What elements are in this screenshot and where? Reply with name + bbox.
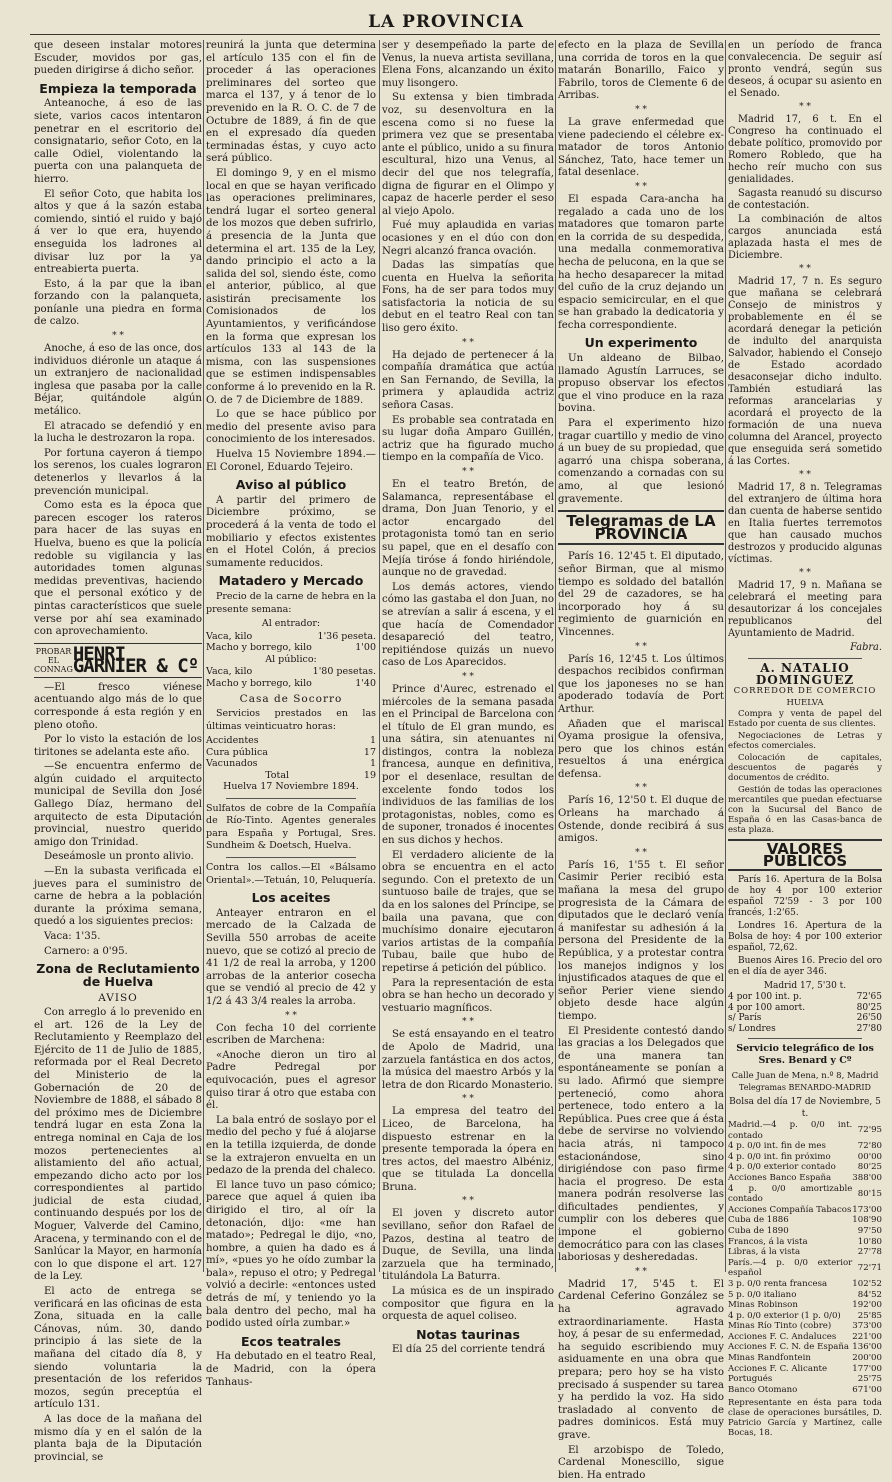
label-al-entrador: Al entrador: xyxy=(261,618,321,630)
paragraph: Anteayer entraron en el mercado de la Calzada de Sevilla 550 arrobas de aceite nuevo, que se cotizó al precio de 41 1/2 de real la arroba, y 1200 arrobas de la anterior cosecha que se vendió al precio de 42 y 1/2 á 43 3/4 reales la arroba. xyxy=(206,907,376,1007)
bank-address: Calle Juan de Mena, n.º 8, Madrid xyxy=(731,1071,879,1081)
paragraph: Precio de la carne de hebra en la presente semana: xyxy=(206,590,376,615)
table-row xyxy=(728,1152,882,1163)
table-cell: Vaca, kilo xyxy=(206,666,253,678)
table-row xyxy=(206,770,376,782)
headline-temporada: Empieza la temporada xyxy=(39,80,197,96)
label-al-publico: Al público: xyxy=(265,653,317,665)
headline-matadero: Matadero y Mercado xyxy=(218,573,364,589)
garnier-advert xyxy=(34,643,202,678)
column-divider xyxy=(203,40,204,1272)
table-row xyxy=(728,1258,882,1279)
paragraph: reunirá la junta que determina el artículo 135 con el fin de proceder á las operaciones preliminares del sorteo que marca el 137, y á tenor de lo prevenido en la R. O. C. de 7 de Octubre de 1889, á fin de que en el expresado día queden terminadas éstas, y cuyo acto será público. xyxy=(206,40,376,165)
table-cell: Cuba de 1890 xyxy=(728,1225,789,1236)
paragraph: A las doce de la mañana del mismo día y en el salón de la planta baja de la Diputación provincial, se xyxy=(34,1413,202,1463)
table-cell: 1'40 xyxy=(355,677,376,689)
column-divider xyxy=(725,40,726,1272)
paragraph: Madrid 17, 9 n. Mañana se celebrará el meeting para desautorizar á los concejales republicanos del Ayuntamiento de Madrid. xyxy=(728,580,882,639)
paragraph: Vaca: 1'35. xyxy=(44,931,101,942)
paragraph: Londres 16. Apertura de la Bolsa de hoy: 4 por 100 exterior español, 72,62. xyxy=(728,921,882,953)
paragraph: ser y desempeñado la parte de Venus, la nueva artista sevillana, Elena Fons, alcanzando un éxito muy lisongero. xyxy=(382,40,554,89)
paragraph: Anteanoche, á eso de las siete, varios cacos intentaron penetrar en el escritorio del consignatario, señor Coto, en la calle Odiel, violentando la puerta con una palanqueta de hierro. xyxy=(34,98,202,185)
table-cell: 3 p. 0/0 renta francesa xyxy=(728,1278,828,1289)
table-row xyxy=(728,1385,882,1396)
paragraph: Los demás actores, viendo cómo las gastaba el don Juan, no se atrevían a salir á escena, y el que hacía de Comendador desapareció del teatro, repitiéndose quizás un nuevo caso de Los Aparecidos. xyxy=(382,581,554,669)
table-row xyxy=(728,1120,882,1141)
paragraph: Esto, á la par que la iban forzando con la palanqueta, poníanle una piedra en forma de calzo. xyxy=(34,278,202,328)
subheadline-aviso: AVISO xyxy=(98,992,138,1005)
dominguez-advert xyxy=(728,663,882,709)
table-cell: 108'90 xyxy=(852,1215,882,1226)
table-cell: 4 p. 0/0 int. fin de mes xyxy=(728,1141,826,1152)
paragraph: Fué muy aplaudida en varias ocasiones y en el dúo con don Negri alcanzó franca ovación. xyxy=(382,220,554,257)
table-row xyxy=(728,992,882,1003)
masthead-rule xyxy=(30,34,880,35)
table-cell: Vaca, kilo xyxy=(206,630,253,642)
bolsa-header: Bolsa del día 17 de Noviembre, 5 t. xyxy=(729,1097,881,1119)
paragraph: Su extensa y bien timbrada voz, su desenvoltura en la escena como si no fuese la primera vez que se presentaba ante el público, unido a su finura escultural, hizo una Venus, al decir del que nos telegrafía, digna de figurar en el Olimpo y capaz de hacerle perder el seso al viejo Apolo. xyxy=(382,92,554,217)
table-cell: 27'80 xyxy=(856,1023,882,1034)
asterism: * * xyxy=(799,568,811,578)
table-row xyxy=(728,1173,882,1184)
table-cell: Minas Randfontein xyxy=(728,1353,811,1364)
paragraph: París 16, 1'55 t. El señor Casimir Perier recibió esta mañana la mesa del grupo progresista de la Cámara de diputados que le declaró venía á manifestar su adhesión á la persona del Presidente de la República, y a protestar contra los manejos indignos y los injustificados ataques de que el señor Perier viene siendo objeto desde hace algún tiempo. xyxy=(558,859,724,1022)
table-cell: 173'00 xyxy=(852,1204,882,1215)
paragraph: París 16, 12'50 t. El duque de Orleans ha marchado á Ostende, donde recibirá á sus amigos. xyxy=(558,795,724,845)
advert-line: Compra y venta de papel del Estado por cuenta de sus clientes. xyxy=(728,709,882,729)
paragraph: El acto de entrega se verificará en las oficinas de esta Zona, situada en la calle Cánovas, núm. 30, dando principio á las siete de la mañana del citado día 8, y siendo voluntaria la presentación de los referidos mozos, según preceptúa el artículo 131. xyxy=(34,1286,202,1411)
table-cell: 4 p. 0/0 amortizable contado xyxy=(728,1183,853,1205)
paragraph: efecto en la plaza de Sevilla una corrida de toros en la que matarán Bonarillo, Faico y Fabrilo, toros de Clemente 6 de Arribas. xyxy=(558,40,724,102)
column-3 xyxy=(382,40,554,1356)
table-cell: 4 por 100 int. p. xyxy=(728,992,802,1002)
paragraph: Carnero: a 0'95. xyxy=(44,945,128,957)
table-cell: Madrid.—4 p. 0/0 int. contado xyxy=(728,1120,853,1141)
table-cell: 72'80 xyxy=(857,1141,882,1152)
table-row xyxy=(728,1237,882,1248)
asterism: * * xyxy=(635,104,647,115)
table-row xyxy=(728,1353,882,1364)
paragraph: —El fresco viénese acentuando algo más de lo que corresponde á esta región y en pleno otoño. xyxy=(34,681,202,731)
table-cell: 136'00 xyxy=(852,1342,882,1353)
madrid-quote-header: Madrid 17, 5'30 t. xyxy=(763,981,847,991)
paragraph: «Anoche dieron un tiro al Padre Pedregal por equivocación, pues el agresor quiso tirar á otro que estaba con él. xyxy=(206,1049,376,1112)
table-row xyxy=(728,1311,882,1322)
paragraph: Con fecha 10 del corriente escriben de Marchena: xyxy=(206,1022,376,1047)
paragraph: Madrid 17, 6 t. En el Congreso ha continuado el debate político, promovido por Romero Robledo, que ha hecho reír mucho con sus genialidades. xyxy=(728,114,882,185)
paragraph: El lance tuvo un paso cómico; parece que aquel á quien iba dirigido el tiro, al oír la detonación, dijo: «me han matado»; Pedregal le dijo, «no, hombre, a quien ha dado es á mí», «pues yo he oído zumbar la bala», repuso el otro; y Pedregal volvió a decirle: «entonces usted detrás de mí, y teniendo yo la bala dentro del pecho, mal ha podido usted oírla zumbar.» xyxy=(206,1179,376,1330)
table-cell: 1'80 pesetas. xyxy=(312,666,376,678)
paragraph: El señor Coto, que habita los altos y que á la sazón estaba comiendo, sintió el ruido y bajó á ver lo que era, huyendo enseguida los ladrones al divisar luz por la ya entreabierta puerta. xyxy=(34,188,202,276)
asterism: * * xyxy=(799,264,811,274)
table-cell: 5 p. 0/0 italiano xyxy=(728,1289,797,1300)
headline-zona: Zona de Reclutamiento de Huelva xyxy=(36,961,200,989)
headline-taurinas: Notas taurinas xyxy=(416,1326,520,1342)
table-row xyxy=(728,1184,882,1205)
table-row xyxy=(206,735,376,747)
paragraph: Añaden que el mariscal Oyama prosigue la ofensiva, pero que los chinos están resueltos á una enérgica defensa. xyxy=(558,718,724,780)
table-cell: Vacunados xyxy=(206,758,258,770)
paragraph: La combinación de altos cargos anunciada está aplazada hasta el mes de Diciembre. xyxy=(728,214,882,261)
paragraph: El joven y discreto autor sevillano, señor don Rafael de Pazos, destina al teatro de Duque, de Sevilla, una linda zarzuela que ha terminado, titulándola La Baturra. xyxy=(382,1208,554,1283)
paragraph: Por lo visto la estación de los tiritones se adelanta este año. xyxy=(34,734,202,758)
column-5 xyxy=(728,40,882,1439)
sulfatos-notice: Sulfatos de cobre de la Compañía de Río-Tinto. Agentes generales para España y Portugal, Sres. Sundheim & Doetsch, Huelva. xyxy=(206,802,376,852)
paragraph: Lo que se hace público por medio del presente aviso para conocimiento de los interesados. xyxy=(206,409,376,446)
signature: Fabra. xyxy=(850,642,882,653)
asterism: * * xyxy=(799,470,811,480)
table-row xyxy=(728,1024,882,1035)
bank-title: Servicio telegráfico de los Sres. Benard y Cº xyxy=(736,1043,874,1066)
table-cell: Banco Otomano xyxy=(728,1384,798,1395)
paragraph: El día 25 del corriente tendrá xyxy=(392,1344,546,1356)
advert-brand-name: HENRI GARNIER & Cº xyxy=(72,642,199,678)
paragraph: Como esta es la época que parecen escoger los rateros para hacer de las suyas en Huelva, bueno es que la policía redoble su vigilancia y las autoridades tomen algunas medidas preventivas, haciendo que el personal exótico y de pintas característicos que suele verse por ahí sea examinado con aprovechamiento. xyxy=(34,500,202,638)
paragraph: Sagasta reanudó su discurso de contestación. xyxy=(728,188,882,211)
table-row xyxy=(728,1205,882,1216)
bank-telegram: Telegramas BENARDO-MADRID xyxy=(739,1083,871,1092)
paragraph: Anoche, á eso de las once, dos individuos diéronle un ataque á un extranjero de nacionalidad inglesa que pasaba por la calle Béjar, quitándole algún metálico. xyxy=(34,343,202,418)
table-cell: Portugués xyxy=(728,1374,773,1385)
asterism: * * xyxy=(635,641,647,652)
table-cell: 4 p. 0/0 exterior contado xyxy=(728,1162,836,1173)
paragraph: A partir del primero de Diciembre próximo, se procederá á la venta de todo el mobiliario y efectos existentes en el Hotel Colón, á precios sumamente reducidos. xyxy=(206,494,376,569)
table-row xyxy=(206,747,376,759)
paragraph: El espada Cara-ancha ha regalado a cada uno de los matadores que tomaron parte en la corrida de su despedida, una medalla conmemorativa hecha de pelucona, en la que se ha hecho desaparecer la mitad del cuño de la cruz dejando un espacio semicircular, en el que se han grabado la dedicatoria y fecha correspondiente. xyxy=(558,193,724,331)
paragraph: Dadas las simpatías que cuenta en Huelva la señorita Fons, ha de ser para todos muy satisfactoria la noticia de su debut en el teatro Real con tan liso gero éxito. xyxy=(382,260,554,335)
table-row xyxy=(728,1215,882,1226)
headline-telegramas: Telegramas de LA PROVINCIA xyxy=(558,510,724,545)
paragraph: Prince d'Aurec, estrenado el miércoles de la semana pasada en el Principal de Barcelona con el título de El gran mundo, es una sátira, sin atenuantes ni distingos, contra la nobleza francesa, aunque en definitiva, por el desenlace, resultan de excelente fondo todos los individuos de las familias de los protagonistas, nobles, como es de suponer, tronados é inocentes en sus dichos y hechos. xyxy=(382,683,554,847)
table-cell: Acciones F. C. Andaluces xyxy=(728,1331,837,1342)
table-cell: París.—4 p. 0/0 exterior español xyxy=(728,1257,853,1279)
table-cell: 72'71 xyxy=(857,1263,882,1274)
column-4 xyxy=(558,40,724,1481)
paragraph: Huelva 15 Noviembre 1894.—El Coronel, Eduardo Tejeiro. xyxy=(206,449,376,473)
column-1 xyxy=(34,40,202,1463)
asterism: * * xyxy=(462,467,474,477)
paragraph: Para el experimento hizo tragar cuartillo y medio de vino á un buey de su propiedad, que agarró una chispa soberana, comenzando a cornadas con su amo, al que lesionó gravemente. xyxy=(558,418,724,505)
separator xyxy=(748,1038,862,1039)
table-row xyxy=(728,1141,882,1152)
table-cell: 200'00 xyxy=(852,1353,882,1364)
column-divider xyxy=(379,40,380,1272)
advert-role: CORREDOR DE COMERCIO xyxy=(733,686,877,696)
paragraph: París 16. 12'45 t. El diputado, señor Birman, que al mismo tiempo es soldado del batallón del 29 de cazadores, se ha incorporado hoy á su regimiento de guarnición en Vincennes. xyxy=(558,551,724,638)
table-row xyxy=(728,1321,882,1332)
separator xyxy=(226,857,356,858)
paragraph: Buenos Aires 16. Precio del oro en el día de ayer 346. xyxy=(728,956,882,977)
madrid-quote-table xyxy=(728,992,882,1034)
paragraph: Deseámosle un pronto alivio. xyxy=(44,851,194,863)
table-row xyxy=(728,1374,882,1385)
table-cell: 192'00 xyxy=(852,1300,882,1311)
paragraph: El verdadero aliciente de la obra se encuentra en el acto segundo. Con el pretexto de un suntuoso baile de trajes, que se da en los salones del Príncipe, se baila una pavana, que con muchísimo donaire ejecutaron varios artistas de la compañía Tubau, baile que hubo de repetirse á petición del público. xyxy=(382,849,554,974)
column-2 xyxy=(206,40,376,1388)
asterism: * * xyxy=(635,1266,647,1277)
table-cell: 221'00 xyxy=(852,1331,882,1342)
price-table-publico xyxy=(206,666,376,689)
table-row xyxy=(206,642,376,654)
bolsa-table xyxy=(728,1120,882,1395)
paragraph: El domingo 9, y en el mismo local en que se hayan verificado las operaciones preliminares, tendrá lugar el sorteo general de los mozos que deben sufrirlo, á presencia de la Junta que determina el art. 135 de la Ley, dando principio el acto a la salida del sol, siendo éste, como el anterior, público, al que asistirán precisamente los Comisionados de los Ayuntamientos, y verificándose en la forma que expresan los artículos 133 al 143 de la misma, con las suspensiones que se estimen indispensables conforme á lo prevenido en la R. O. de 7 de Diciembre de 1889. xyxy=(206,167,376,406)
paragraph: Servicios prestados en las últimas veinticuatro horas: xyxy=(206,707,376,732)
table-cell: Accidentes xyxy=(206,735,259,747)
paragraph: La música es de un inspirado compositor que figura en la orquesta de aquel coliseo. xyxy=(382,1286,554,1323)
table-row xyxy=(728,1300,882,1311)
table-cell: 1 xyxy=(369,758,376,770)
table-cell: Francos, á la vista xyxy=(728,1236,808,1247)
table-cell: Acciones F. C. Alicante xyxy=(728,1363,828,1374)
table-row xyxy=(206,666,376,678)
table-cell: 388'00 xyxy=(852,1172,882,1183)
paragraph: Madrid 17, 5'45 t. El Cardenal Ceferino González se ha agravado extraordinariamente. Hasta hoy, á pesar de su enfermedad, ha seguido escribiendo muy asiduamente en una obra que prepara; pero hoy se ha visto precisado á suspender su tarea y ha perdido la voz. Ha sido trasladado al convento de padres dominicos. Está muy grave. xyxy=(558,1278,724,1441)
paragraph: Madrid 17, 7 n. Es seguro que mañana se celebrará Consejo de ministros y probablemente en él se acordará denegar la petición de indulto del anarquista Salvador, habiendo el Consejo de Estado acordado desaconsejar dicho indulto. También estudiará las reformas arancelarias y acordará el proyecto de la formación de una nueva columna del Arancel, proyecto que enseguida será sometido á las Cortes. xyxy=(728,276,882,467)
table-cell: Acciones F. C. N. de España xyxy=(728,1342,850,1353)
table-cell: 80'25 xyxy=(856,1002,882,1013)
representative-notice: Representante en ésta para toda clase de operaciones bursátiles, D. Patricio García y Martínez, calle Bocas, 18. xyxy=(728,1398,882,1439)
asterism: * * xyxy=(462,1017,474,1028)
headline-aceites: Los aceites xyxy=(251,890,331,906)
table-cell: Cura pública xyxy=(206,746,268,758)
price-table-entrador xyxy=(206,631,376,654)
advert-name: A. NATALIO DOMINGUEZ xyxy=(755,661,855,687)
table-cell: 1'00 xyxy=(355,642,376,654)
asterism: * * xyxy=(635,181,647,192)
table-cell: 4 p. 0/0 exterior (1 p. 0/0) xyxy=(728,1310,841,1321)
table-cell: 25'75 xyxy=(857,1374,882,1385)
table-cell: s/ Londres xyxy=(728,1023,776,1034)
separator xyxy=(226,798,356,799)
table-cell: 97'50 xyxy=(857,1225,882,1236)
asterism: * * xyxy=(112,331,124,342)
advert-small-text: PROBAR EL CONNAG xyxy=(34,646,73,674)
paragraph: que deseen instalar motores Escuder, movidos por gas, pueden dirigirse á dicho señor. xyxy=(34,40,202,77)
paragraph: En el teatro Bretón, de Salamanca, representábase el drama, Don Juan Tenorio, y el actor encargado del protagonista tomó tan en serio su papel, que en el desafío con Mejía tiróse á fondo hiriéndole, aunque no de gravedad. xyxy=(382,479,554,579)
table-cell: Libras, á la vista xyxy=(728,1247,801,1258)
table-cell: 26'50 xyxy=(856,1013,882,1023)
paragraph: El arzobispo de Toledo, Cardenal Monescillo, sigue bien. Ha entrado xyxy=(558,1444,724,1481)
paragraph: La empresa del teatro del Liceo, de Barcelona, ha dispuesto estrenar en la presente temporada la ópera en tres actos, del maestro Albéniz, que se titulada La doncella Bruna. xyxy=(382,1106,554,1193)
table-cell: 373'00 xyxy=(852,1321,882,1332)
table-cell: Acciones Compañía Tabacos xyxy=(728,1204,852,1215)
table-cell: s/ París xyxy=(728,1013,762,1023)
asterism: * * xyxy=(285,1010,297,1021)
paragraph: Un aldeano de Bilbao, llamado Agustín Larruces, se propuso observar los efectos que el vino produce en la raza bovina. xyxy=(558,353,724,415)
paragraph: Por fortuna cayeron á tiempo los serenos, los cuales lograron detenerlos y llevarlos á la prevención municipal. xyxy=(34,447,202,497)
separator xyxy=(748,658,862,659)
headline-aviso-publico: Aviso al público xyxy=(235,477,347,493)
table-cell: 671'00 xyxy=(852,1384,882,1395)
asterism: * * xyxy=(635,847,647,858)
asterism: * * xyxy=(462,1196,474,1207)
paragraph: Se está ensayando en el teatro de Apolo de Madrid, una zarzuela fantástica en dos actos, la música del maestro Arbós y la letra de don Ricardo Monasterio. xyxy=(382,1029,554,1091)
table-cell: 1 xyxy=(369,735,376,747)
headline-experimento: Un experimento xyxy=(584,335,698,351)
table-cell: 72'65 xyxy=(856,992,882,1002)
headline-valores: VALORES PUBLICOS xyxy=(728,839,882,871)
table-cell: Acciones Banco España xyxy=(728,1172,832,1183)
table-cell: Minas Robinson xyxy=(728,1300,798,1311)
paragraph: —En la subasta verificada el jueves para el suministro de carne de hebra a la población durante la próxima semana, quedó a los siguientes precios: xyxy=(34,866,202,928)
paragraph: —Se encuentra enfermo de algún cuidado el arquitecto municipal de Sevilla don José Gallego Díaz, hermano del arquitecto de esta Diputación provincial, nuestro querido amigo don Trinidad. xyxy=(34,761,202,848)
table-cell: 177'00 xyxy=(852,1363,882,1374)
table-cell: 27'78 xyxy=(857,1247,882,1258)
newspaper-title: LA PROVINCIA xyxy=(368,12,524,32)
advert-line: Colocación de capitales, descuentos de pagarés y documentos de crédito. xyxy=(728,753,882,783)
table-cell: Macho y borrego, kilo xyxy=(206,677,312,689)
table-row xyxy=(728,1332,882,1343)
table-cell: 00'00 xyxy=(857,1151,882,1162)
socorro-table xyxy=(206,735,376,781)
table-cell: 10'80 xyxy=(857,1236,882,1247)
asterism: * * xyxy=(799,102,811,112)
table-cell: 4 p. 0/0 int. fin próximo xyxy=(728,1151,831,1162)
paragraph: París 16. Apertura de la Bolsa de hoy 4 por 100 exterior español 72'59 - 3 por 100 francés, 1:2'65. xyxy=(728,875,882,918)
table-cell: Total xyxy=(265,769,290,781)
paragraph: en un período de franca convalecencia. De seguir así pronto vendrá, según sus deseos, á ocupar su asiento en el Senado. xyxy=(728,40,882,99)
paragraph: El atracado se defendió y en la lucha le destrozaron la ropa. xyxy=(34,420,202,445)
asterism: * * xyxy=(635,783,647,794)
table-row xyxy=(728,1342,882,1353)
table-row xyxy=(728,1003,882,1014)
socorro-date: Huelva 17 Noviembre 1894. xyxy=(223,781,359,793)
table-row xyxy=(728,1364,882,1375)
table-cell: 4 por 100 amort. xyxy=(728,1002,806,1013)
masthead xyxy=(0,0,892,38)
table-row xyxy=(206,758,376,770)
asterism: * * xyxy=(462,671,474,682)
paragraph: La grave enfermedad que viene padeciendo el célebre ex-matador de toros Antonio Sánchez, Tato, hace temer un fatal desenlace. xyxy=(558,116,724,179)
paragraph: Ha debutado en el teatro Real, de Madrid, con la ópera Tanhaus- xyxy=(206,1351,376,1388)
paragraph: Es probable sea contratada en su lugar doña Amparo Guillén, actriz que ha figurado mucho tiempo en la compañía de Vico. xyxy=(382,414,554,464)
table-row xyxy=(206,631,376,643)
paragraph: La bala entró de soslayo por el medio del pecho y fué á alojarse en la tetilla izquierda, de donde se la extrajeron envuelta en un pedazo de la prenda del chaleco. xyxy=(206,1114,376,1177)
table-row xyxy=(728,1290,882,1301)
subheadline-socorro: Casa de Socorro xyxy=(239,693,343,706)
callos-notice: Contra los callos.—El «Bálsamo Oriental».—Tetuán, 10, Peluquería. xyxy=(206,862,376,886)
table-cell: 72'95 xyxy=(857,1125,882,1136)
table-cell: Minas Río Tinto (cobre) xyxy=(728,1321,832,1332)
asterism: * * xyxy=(462,1094,474,1105)
asterism: * * xyxy=(462,337,474,348)
headline-ecos: Ecos teatrales xyxy=(241,1333,341,1349)
table-cell: 17 xyxy=(363,746,376,758)
advert-line: Gestión de todas las operaciones mercantiles que puedan efectuarse con la Sucursal del Banco de España ó en las Casas-banca de esta plaza. xyxy=(728,785,882,835)
table-cell: 80'25 xyxy=(857,1162,882,1173)
paragraph: El Presidente contestó dando las gracias a los Delegados que de una manera tan espontáneamente se ponían a su lado. Afirmó que siempre perteneció, como ahora pertenece, todo entero a la República. Pues cree que á ésta debe de servirse no volviendo hacia atrás, ni tampoco estacionándose, sino dirigiéndose con paso firme hacia el progreso. De esta manera podrán resolverse las dificultades pendientes, y cumplir con los deberes que impone el gobierno democrático para con las clases laboriosas y desheredadas. xyxy=(558,1025,724,1264)
table-cell: 1'36 peseta. xyxy=(317,630,376,642)
paragraph: París 16, 12'45 t. Los últimos despachos recibidos confirman que los japoneses no se han apoderado todavía de Port Arthur. xyxy=(558,653,724,715)
table-cell: 25'85 xyxy=(857,1310,882,1321)
table-cell: 19 xyxy=(363,769,376,781)
table-row xyxy=(728,1226,882,1237)
table-row xyxy=(728,1247,882,1258)
table-cell: Macho y borrego, kilo xyxy=(206,642,312,654)
paragraph: Para la representación de esta obra se han hecho un decorado y vestuario magníficos. xyxy=(382,977,554,1014)
table-row xyxy=(728,1013,882,1024)
column-divider xyxy=(555,40,556,1272)
table-cell: 102'52 xyxy=(852,1278,882,1289)
table-row xyxy=(206,678,376,690)
table-cell: Cuba de 1886 xyxy=(728,1215,789,1226)
paragraph: Madrid 17, 8 n. Telegramas del extranjero de última hora dan cuenta de haberse sentido en Italia fuertes terremotos que han causado muchos destrozos y producido algunas víctimas. xyxy=(728,482,882,565)
advert-line: Negociaciones de Letras y efectos comerciales. xyxy=(728,731,882,751)
table-row xyxy=(728,1162,882,1173)
table-cell: 84'52 xyxy=(857,1289,882,1300)
table-row xyxy=(728,1279,882,1290)
table-cell: 80'15 xyxy=(857,1188,882,1199)
advert-city: HUELVA xyxy=(786,697,824,708)
paragraph: Con arreglo á lo prevenido en el art. 126 de la Ley de Reclutamiento y Reemplazo del Ejército de 11 de Julio de 1885, reformada por el Real Decreto del Ministerio de la Gobernación de 20 de Noviembre de 1888, el sábado 8 del próximo mes de Diciembre tendrá lugar en esta Zona la entrega nominal en Caja de los mozos pertenecientes al alistamiento del año actual, empezando dicho acto por los correspondientes al partido judicial de esta ciudad, continuando después por los de Moguer, Valverde del Camino, Aracena, y terminando con el de Sanlúcar la Mayor, en harmonía con lo que dispone el art. 127 de la Ley. xyxy=(34,1006,202,1283)
paragraph: Ha dejado de pertenecer á la compañía dramática que actúa en San Fernando, de Sevilla, la primera y aplaudida actriz señora Casas. xyxy=(382,349,554,412)
